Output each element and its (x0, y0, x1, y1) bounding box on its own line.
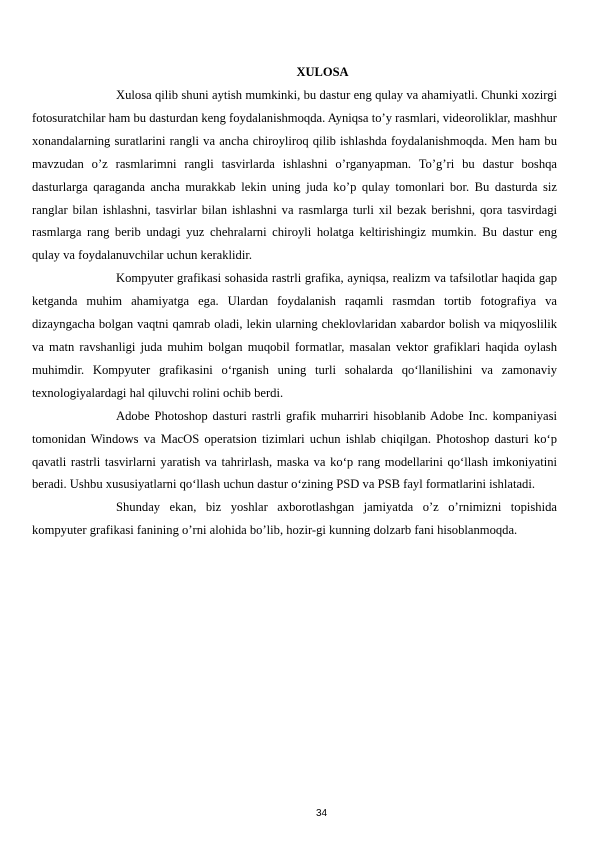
paragraph-4 (32, 496, 557, 542)
paragraph-2-text: Kompyuter grafikasi sohasida rastrli grafika, ayniqsa, realizm va tafsilotlar haqida gap ketganda muhim ahamiyatga ega. Ulardan foydalanish raqamli rasmdan tortib fotografiya va dizayngacha bolgan vaqtni qamrab oladi, lekin ularning cheklovlaridan xabardor bolish va miqyoslilik va matn ravshanligi juda muhim bolgan muqobil formatlar, masalan vektor grafiklari haqida oylash muhimdir. Kompyuter grafikasini o‘rganish uning turli sohalarda qo‘llanilishini va zamonaviy texnologiyalardagi hal qiluvchi rolini ochib berdi. (32, 271, 557, 400)
paragraph-4-text: Shunday ekan, biz yoshlar axborotlashgan jamiyatda o’z o’rnimizni topishida kompyuter grafikasi fanining o’rni alohida bo’lib, hozir-gi kunning dolzarb fani hisoblanmoqda. (32, 500, 557, 538)
document-title: XULOSA (296, 65, 349, 79)
page-number: 34 (315, 808, 328, 819)
paragraph-3 (32, 405, 557, 497)
paragraph-2 (32, 267, 557, 404)
paragraph-3-text: Adobe Photoshop dasturi rastrli grafik muharriri hisoblanib Adobe Inc. kompaniyasi tomonidan Windows va MacOS operatsion tizimlari uchun ishlab chiqilgan. Photoshop dasturi ko‘p qavatli rastrli tasvirlarni yaratish va tahrirlash, maska va ko‘p rang modellarini qo‘llash imkoniyatini beradi. Ushbu xususiyatlarni qo‘llash uchun dastur o‘zining PSD va PSB fayl formatlarini ishlatadi. (32, 408, 557, 492)
paragraph-1 (32, 84, 557, 267)
document-body (32, 84, 557, 542)
paragraph-1-text: Xulosa qilib shuni aytish mumkinki, bu dastur eng qulay va ahamiyatli. Chunki xozirgi fotosuratchilar ham bu dasturdan keng foydalanishmoqda. Ayniqsa to’y rasmlari, videoroliklar, mashhur xonandalarning suratlarini rangli va ancha chiroyliroq qilib ishlashda foydalanishmoqda. Men ham bu mavzudan o’z rasmlarimni rangli tasvirlarda ishlashni o’rganyapman. To’g’ri bu dastur boshqa dasturlarga qaraganda ancha murakkab lekin uning juda ko’p qulay tomonlari bor. Bu dasturda siz ranglar bilan ishlashni, tasvirlar bilan ishlashni va rasmlarga turli xil bezak berishni, qora tasvirdagi rasmlarga rang berib undagi yuz chehralarni chiroyli holatga keltirishingiz mumkin. Bu dastur eng qulay va foydalanuvchilar uchun keraklidir. (32, 88, 557, 263)
